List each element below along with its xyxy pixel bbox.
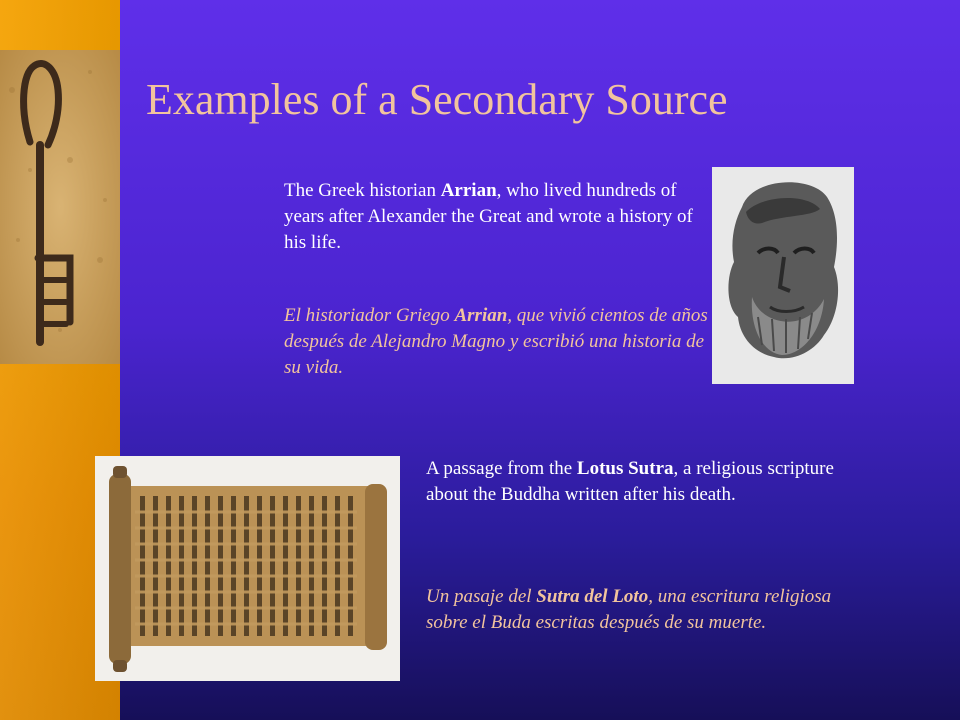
lotus-es-part: Un pasaje del <box>426 586 537 607</box>
arrian-es-name: Arrian <box>454 305 508 326</box>
lotus-en-name: Lotus Sutra <box>576 458 674 479</box>
lotus-es-part: , una escritura religiosa sobre el Buda escritas después de su muerte. <box>426 586 832 633</box>
scroll-icon <box>95 456 400 681</box>
arrian-spanish-text <box>284 303 714 381</box>
slide-title: Examples of a Secondary Source <box>146 75 728 124</box>
arrian-bust-photo <box>712 167 854 384</box>
arrian-english-text <box>284 178 699 256</box>
key-icon <box>0 50 120 364</box>
arrian-en-part: , who lived hundreds of years after Alexander the Great and wrote a history of his life. <box>284 180 693 253</box>
lotus-en-part: , a religious scripture about the Buddha written after his death. <box>426 458 834 505</box>
arrian-en-name: Arrian <box>440 180 497 201</box>
lotus-es-name: Sutra del Loto <box>536 586 649 607</box>
arrian-es-part: , que vivió cientos de años después de Alejandro Magno y escribió una historia de su vida. <box>284 305 708 378</box>
lotus-english-text <box>426 456 866 508</box>
arrian-es-part: El historiador Griego <box>284 305 455 326</box>
lotus-en-part: A passage from the <box>426 458 577 479</box>
key-photo <box>0 50 120 364</box>
bust-icon <box>712 167 854 384</box>
arrian-en-part: The Greek historian <box>284 180 441 201</box>
lotus-sutra-scroll-photo <box>95 456 400 681</box>
lotus-spanish-text <box>426 584 876 636</box>
